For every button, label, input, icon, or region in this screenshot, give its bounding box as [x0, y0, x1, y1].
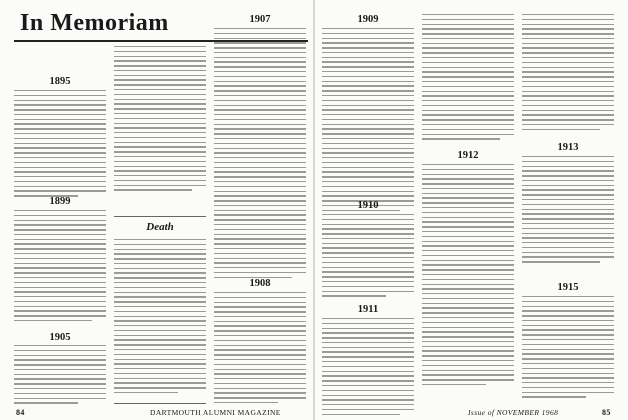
class-year-heading-1909: 1909 — [357, 14, 379, 25]
class-year-heading-1910: 1910 — [357, 200, 379, 211]
obituary-text — [422, 164, 514, 389]
deaths-list-box — [114, 216, 206, 404]
obituary-text — [214, 292, 306, 407]
class-year-heading-1895: 1895 — [49, 76, 71, 87]
class-year-heading-1907: 1907 — [249, 14, 271, 25]
right-col-3 — [522, 10, 614, 402]
class-year-heading-1905: 1905 — [49, 332, 71, 343]
right-page-number: 85 — [602, 408, 611, 417]
obituary-text — [322, 214, 414, 300]
obituary-text — [522, 296, 614, 401]
left-page-number: 84 — [16, 408, 25, 417]
class-year-heading-1915: 1915 — [557, 282, 579, 293]
obituary-text — [322, 28, 414, 214]
obituary-text — [522, 156, 614, 266]
obituary-text — [214, 28, 306, 281]
obituary-text — [522, 14, 614, 134]
obituary-text — [14, 345, 106, 407]
obituary-text — [422, 14, 514, 143]
class-year-heading-1913: 1913 — [557, 142, 579, 153]
obituary-text — [14, 90, 106, 200]
class-year-heading-1908: 1908 — [249, 278, 271, 289]
left-running-footer: DARTMOUTH ALUMNI MAGAZINE — [150, 408, 281, 417]
page-title: In Memoriam — [20, 10, 169, 36]
right-col-2 — [422, 10, 514, 402]
page-gutter — [313, 0, 315, 420]
right-col-1 — [322, 10, 414, 402]
obituary-text — [14, 210, 106, 325]
right-running-footer: Issue of NOVEMBER 1968 — [468, 408, 559, 417]
class-year-heading-1899: 1899 — [49, 196, 71, 207]
class-year-heading-1912: 1912 — [457, 150, 479, 161]
deaths-list — [114, 239, 206, 397]
obituary-text — [322, 318, 414, 418]
deaths-list-title: Death — [146, 221, 174, 233]
left-col-3 — [214, 10, 306, 402]
left-col-1 — [14, 46, 106, 402]
class-year-heading-1911: 1911 — [357, 304, 379, 315]
obituary-text — [114, 46, 206, 194]
left-col-2 — [114, 46, 206, 402]
